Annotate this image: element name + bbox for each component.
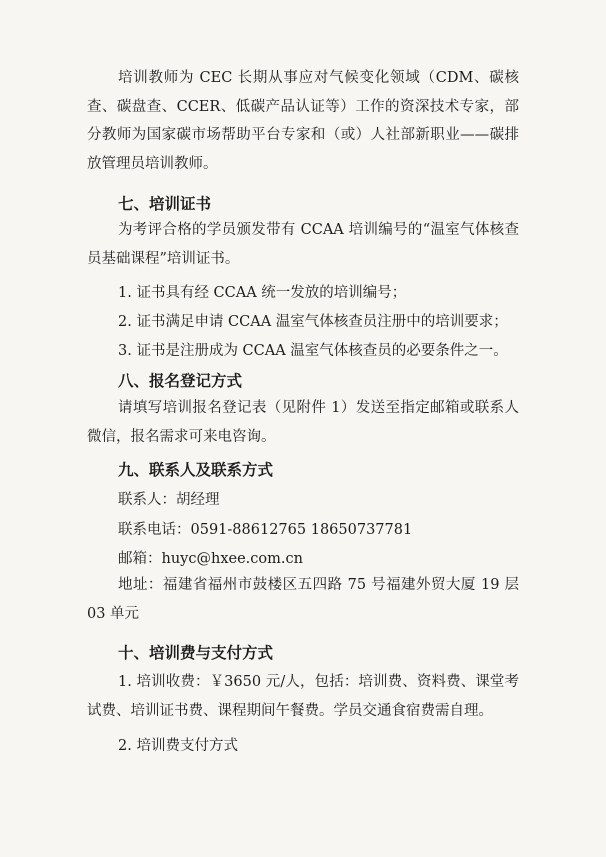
- certificate-item-1: 1. 证书具有经 CCAA 统一发放的培训编号；: [118, 285, 407, 301]
- certificate-item-2: 2. 证书满足申请 CCAA 温室气体核查员注册中的培训要求；: [118, 314, 508, 330]
- certificate-item-3: 3. 证书是注册成为 CCAA 温室气体核查员的必要条件之一。: [118, 343, 508, 359]
- contact-phone: 联系电话：0591-88612765 18650737781: [118, 522, 413, 538]
- section-10-heading: 十、培训费与支付方式: [118, 644, 274, 662]
- fee-paragraph: 1. 培训收费：￥3650 元/人，包括：培训费、资料费、课堂考试费、培训证书费、课程期间午餐费。学员交通食宿费需自理。: [87, 674, 519, 719]
- contact-email: 邮箱：huyc@hxee.com.cn: [118, 551, 303, 567]
- section-8-heading: 八、报名登记方式: [118, 372, 243, 390]
- payment-method-item: 2. 培训费支付方式: [118, 738, 238, 754]
- registration-paragraph: 请填写培训报名登记表（见附件 1）发送至指定邮箱或联系人微信，报名需求可来电咨询。: [87, 400, 519, 445]
- contact-person: 联系人：胡经理: [118, 492, 220, 508]
- certificate-paragraph: 为考评合格的学员颁发带有 CCAA 培训编号的“温室气体核查员基础课程”培训证书。: [87, 222, 519, 267]
- contact-address: 地址：福建省福州市鼓楼区五四路 75 号福建外贸大厦 19 层 03 单元: [87, 577, 519, 622]
- trainer-intro-paragraph: 培训教师为 CEC 长期从事应对气候变化领域（CDM、碳核查、碳盘查、CCER、低碳产品认证等）工作的资深技术专家，部分教师为国家碳市场帮助平台专家和（或）人社部新职业——碳排放管理员培训教师。: [87, 70, 519, 173]
- section-9-heading: 九、联系人及联系方式: [118, 461, 274, 479]
- section-7-heading: 七、培训证书: [118, 195, 212, 213]
